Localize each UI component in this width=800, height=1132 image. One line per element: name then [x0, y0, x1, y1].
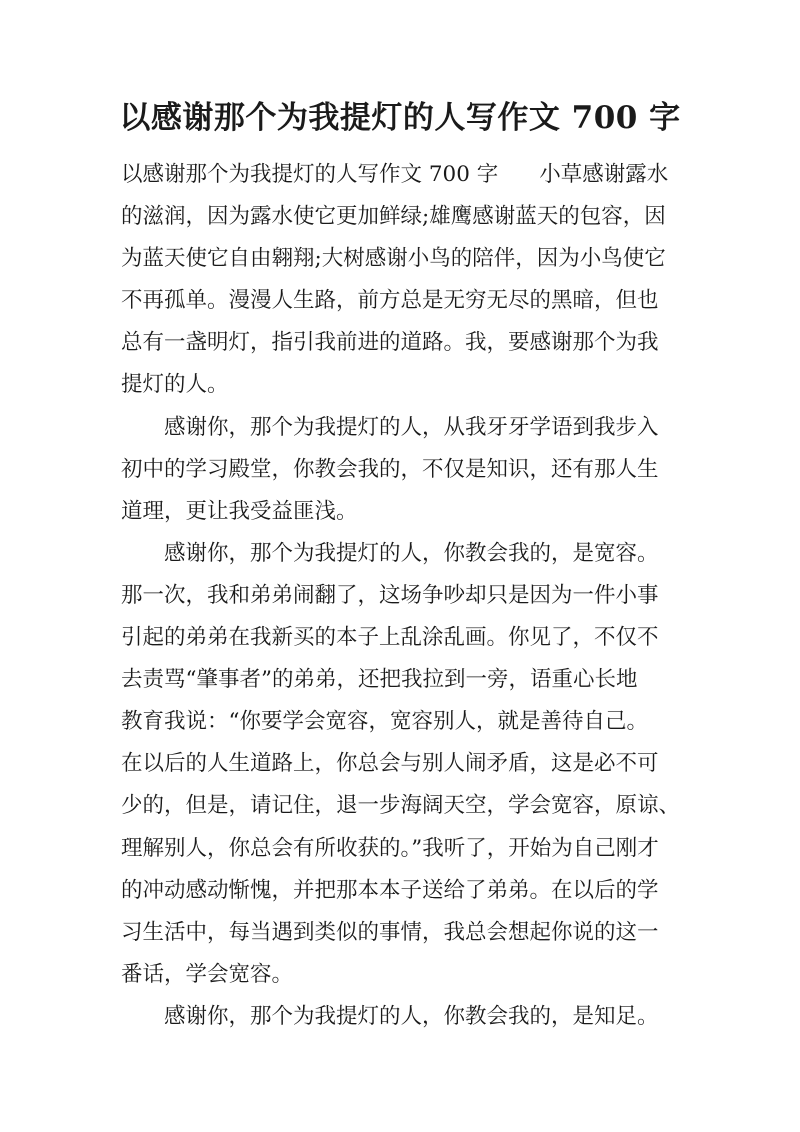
body-line: 道理，更让我受益匪浅。 — [121, 498, 358, 524]
body-line: 习生活中，每当遇到类似的事情，我总会想起你说的这一 — [121, 919, 659, 945]
body-line: 在以后的人生道路上，你总会与别人闹矛盾，这是必不可 — [121, 751, 659, 777]
body-line: 不再孤单。漫漫人生路，前方总是无穷无尽的黑暗，但也 — [121, 288, 659, 314]
body-line: 引起的弟弟在我新买的本子上乱涂乱画。你见了，不仅不 — [121, 625, 659, 651]
body-line: 的滋润，因为露水使它更加鲜绿;雄鹰感谢蓝天的包容，因 — [121, 204, 666, 230]
body-line: 的冲动感动惭愧，并把那本本子送给了弟弟。在以后的学 — [121, 877, 659, 903]
paragraph-start-line: 感谢你，那个为我提灯的人，你教会我的，是宽容。 — [164, 540, 659, 566]
paragraph-start-line: 感谢你，那个为我提灯的人，从我牙牙学语到我步入 — [164, 414, 659, 440]
body-line: 总有一盏明灯，指引我前进的道路。我，要感谢那个为我 — [121, 330, 659, 356]
body-line: 初中的学习殿堂，你教会我的，不仅是知识，还有那人生 — [121, 456, 659, 482]
body-line: 以感谢那个为我提灯的人写作文 700 字 小草感谢露水 — [121, 162, 669, 187]
body-line: 番话，学会宽容。 — [121, 961, 294, 987]
body-line: 那一次，我和弟弟闹翻了，这场争吵却只是因为一件小事 — [121, 582, 659, 608]
document-title: 以感谢那个为我提灯的人写作文 700 字 — [119, 100, 681, 136]
body-line: 理解别人，你总会有所收获的。”我听了，开始为自己刚才 — [121, 835, 659, 861]
body-line: 提灯的人。 — [121, 372, 229, 398]
paragraph-start-line: 感谢你，那个为我提灯的人，你教会我的，是知足。 — [164, 1003, 659, 1029]
body-line: 教育我说：“你要学会宽容，宽容别人，就是善待自己。 — [121, 709, 648, 735]
body-line: 去责骂“肇事者”的弟弟，还把我拉到一旁，语重心长地 — [121, 667, 638, 693]
body-line: 少的，但是，请记住，退一步海阔天空，学会宽容，原谅、 — [121, 793, 681, 819]
document-body — [121, 154, 681, 1038]
body-line: 为蓝天使它自由翱翔;大树感谢小鸟的陪伴，因为小鸟使它 — [121, 246, 666, 272]
